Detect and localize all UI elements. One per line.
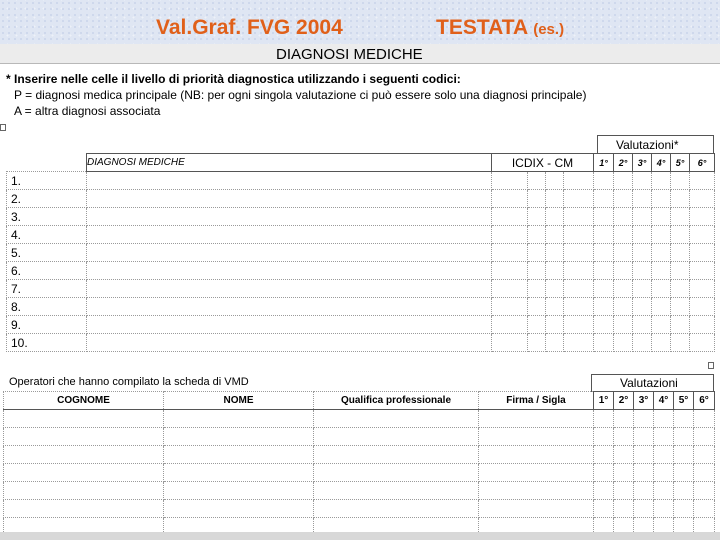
operatori-input-cell[interactable]: [594, 428, 614, 446]
operatori-input-cell[interactable]: [594, 464, 614, 482]
section-title-suffix: (es.): [533, 21, 565, 38]
icdix-cell[interactable]: [564, 208, 594, 226]
icdix-cell[interactable]: [492, 298, 528, 316]
icdix-cell[interactable]: [528, 226, 546, 244]
operatori-input-cell[interactable]: [164, 428, 314, 446]
icdix-cell[interactable]: [564, 334, 594, 352]
instruction-line-2: P = diagnosi medica principale (NB: per ogni singola valutazione ci può essere solo una diagnosi principale): [14, 88, 587, 102]
valutazione-cell[interactable]: [652, 280, 671, 298]
operatori-header-row: [4, 392, 715, 410]
diagnosi-row-number: 10.: [7, 334, 87, 352]
diagnosi-row-number: 4.: [7, 226, 87, 244]
operatori-valutazione-col-1: 1°: [594, 392, 614, 410]
diagnosi-row: [7, 226, 715, 244]
diagnosi-row-number: 9.: [7, 316, 87, 334]
icdix-cell[interactable]: [492, 262, 528, 280]
icdix-cell[interactable]: [546, 298, 564, 316]
valutazione-cell[interactable]: [633, 262, 652, 280]
diagnosi-input-cell[interactable]: [87, 262, 492, 280]
diagnosi-row: [7, 262, 715, 280]
diagnosi-input-cell[interactable]: [87, 208, 492, 226]
operatori-input-cell[interactable]: [634, 428, 654, 446]
selection-handle-left[interactable]: [0, 124, 6, 131]
valutazione-cell[interactable]: [614, 208, 633, 226]
icdix-cell[interactable]: [528, 172, 546, 190]
valutazione-cell[interactable]: [614, 334, 633, 352]
icdix-cell[interactable]: [492, 316, 528, 334]
operatori-title: Operatori che hanno compilato la scheda di VMD: [9, 376, 249, 388]
valutazione-cell[interactable]: [690, 208, 715, 226]
icdix-cell[interactable]: [564, 298, 594, 316]
valutazione-cell[interactable]: [614, 316, 633, 334]
operatori-valutazione-col-6: 6°: [694, 392, 715, 410]
operatori-input-cell[interactable]: [4, 500, 164, 518]
operatori-input-cell[interactable]: [4, 464, 164, 482]
valutazione-cell[interactable]: [652, 316, 671, 334]
operatori-input-cell[interactable]: [694, 446, 715, 464]
operatori-input-cell[interactable]: [694, 482, 715, 500]
icdix-cell[interactable]: [492, 280, 528, 298]
icdix-cell[interactable]: [528, 298, 546, 316]
valutazione-cell[interactable]: [690, 280, 715, 298]
operatori-input-cell[interactable]: [614, 410, 634, 428]
valutazione-cell[interactable]: [614, 226, 633, 244]
valutazione-cell[interactable]: [671, 262, 690, 280]
icdix-cell[interactable]: [492, 226, 528, 244]
icdix-cell[interactable]: [546, 172, 564, 190]
valutazione-col-4: 4°: [652, 154, 671, 172]
section-title-text: TESTATA: [436, 16, 528, 39]
subtitle: DIAGNOSI MEDICHE: [276, 46, 423, 63]
diagnosi-table: [6, 153, 715, 352]
operatori-input-cell[interactable]: [4, 482, 164, 500]
operatori-input-cell[interactable]: [694, 410, 715, 428]
section-title: [436, 16, 564, 40]
operatori-valutazione-col-4: 4°: [654, 392, 674, 410]
subtitle-bar: [0, 44, 720, 64]
valutazione-cell[interactable]: [633, 298, 652, 316]
diagnosi-row: [7, 208, 715, 226]
icdix-cell[interactable]: [492, 334, 528, 352]
diagnosi-row-number: 3.: [7, 208, 87, 226]
valutazione-cell[interactable]: [690, 262, 715, 280]
icdix-header: ICDIX - CM: [492, 154, 594, 172]
operatori-input-cell[interactable]: [164, 446, 314, 464]
icdix-cell[interactable]: [564, 316, 594, 334]
valutazione-cell[interactable]: [614, 280, 633, 298]
valutazione-cell[interactable]: [594, 316, 614, 334]
operatori-input-cell[interactable]: [674, 428, 694, 446]
operatori-col-1: COGNOME: [4, 392, 164, 410]
icdix-cell[interactable]: [564, 280, 594, 298]
operatori-input-cell[interactable]: [164, 500, 314, 518]
valutazioni-header-box-2: [591, 374, 714, 392]
operatori-input-cell[interactable]: [674, 446, 694, 464]
operatori-row: [4, 482, 715, 500]
selection-handle-right[interactable]: [708, 362, 714, 369]
icdix-cell[interactable]: [492, 208, 528, 226]
valutazione-cell[interactable]: [594, 334, 614, 352]
operatori-row: [4, 446, 715, 464]
operatori-row: [4, 428, 715, 446]
valutazione-cell[interactable]: [690, 298, 715, 316]
icdix-cell[interactable]: [564, 262, 594, 280]
operatori-input-cell[interactable]: [314, 500, 479, 518]
valutazione-cell[interactable]: [671, 172, 690, 190]
valutazione-cell[interactable]: [652, 190, 671, 208]
valutazione-cell[interactable]: [671, 334, 690, 352]
operatori-row: [4, 464, 715, 482]
diagnosi-row: [7, 298, 715, 316]
diagnosi-row-number: 7.: [7, 280, 87, 298]
icdix-cell[interactable]: [546, 334, 564, 352]
operatori-valutazione-col-5: 5°: [674, 392, 694, 410]
page-title: Val.Graf. FVG 2004: [156, 16, 343, 39]
operatori-row: [4, 410, 715, 428]
valutazione-col-6: 6°: [690, 154, 715, 172]
operatori-input-cell[interactable]: [4, 446, 164, 464]
diagnosi-input-cell[interactable]: [87, 334, 492, 352]
operatori-input-cell[interactable]: [694, 464, 715, 482]
diagnosi-row-number: 6.: [7, 262, 87, 280]
diagnosi-input-cell[interactable]: [87, 190, 492, 208]
icdix-cell[interactable]: [492, 172, 528, 190]
valutazione-col-3: 3°: [633, 154, 652, 172]
valutazione-cell[interactable]: [671, 190, 690, 208]
valutazione-cell[interactable]: [652, 172, 671, 190]
diagnosi-input-cell[interactable]: [87, 298, 492, 316]
valutazione-cell[interactable]: [614, 172, 633, 190]
icdix-cell[interactable]: [564, 190, 594, 208]
diagnosi-input-cell[interactable]: [87, 172, 492, 190]
valutazione-cell[interactable]: [614, 190, 633, 208]
operatori-row: [4, 500, 715, 518]
valutazione-cell[interactable]: [690, 316, 715, 334]
valutazione-cell[interactable]: [594, 244, 614, 262]
diagnosi-row: [7, 244, 715, 262]
icdix-cell[interactable]: [546, 244, 564, 262]
operatori-input-cell[interactable]: [594, 446, 614, 464]
valutazione-cell[interactable]: [690, 244, 715, 262]
valutazione-cell[interactable]: [652, 298, 671, 316]
operatori-input-cell[interactable]: [614, 464, 634, 482]
valutazione-col-1: 1°: [594, 154, 614, 172]
diagnosi-row-number: 8.: [7, 298, 87, 316]
operatori-input-cell[interactable]: [694, 428, 715, 446]
valutazione-cell[interactable]: [594, 298, 614, 316]
operatori-input-cell[interactable]: [164, 410, 314, 428]
valutazione-cell[interactable]: [690, 334, 715, 352]
icdix-cell[interactable]: [546, 226, 564, 244]
valutazione-cell[interactable]: [690, 226, 715, 244]
icdix-cell[interactable]: [564, 172, 594, 190]
operatori-input-cell[interactable]: [654, 410, 674, 428]
diagnosi-input-cell[interactable]: [87, 280, 492, 298]
operatori-input-cell[interactable]: [4, 410, 164, 428]
valutazione-cell[interactable]: [690, 172, 715, 190]
operatori-input-cell[interactable]: [4, 428, 164, 446]
valutazione-cell[interactable]: [652, 208, 671, 226]
diagnosi-row: [7, 334, 715, 352]
instruction-line-1: * Inserire nelle celle il livello di priorità diagnostica utilizzando i seguenti codici:: [6, 72, 461, 86]
operatori-input-cell[interactable]: [634, 464, 654, 482]
operatori-input-cell[interactable]: [614, 428, 634, 446]
valutazione-cell[interactable]: [633, 334, 652, 352]
bottom-strip: [0, 532, 720, 540]
operatori-input-cell[interactable]: [314, 446, 479, 464]
operatori-col-2: NOME: [164, 392, 314, 410]
valutazione-cell[interactable]: [614, 298, 633, 316]
icdix-cell[interactable]: [492, 244, 528, 262]
operatori-input-cell[interactable]: [654, 446, 674, 464]
valutazione-cell[interactable]: [652, 262, 671, 280]
valutazione-cell[interactable]: [652, 226, 671, 244]
operatori-input-cell[interactable]: [634, 482, 654, 500]
diagnosi-header-row: [7, 154, 715, 172]
diagnosi-row: [7, 280, 715, 298]
operatori-input-cell[interactable]: [479, 446, 594, 464]
icdix-cell[interactable]: [546, 190, 564, 208]
operatori-col-4: Firma / Sigla: [479, 392, 594, 410]
valutazione-cell[interactable]: [671, 316, 690, 334]
valutazione-cell[interactable]: [652, 244, 671, 262]
diagnosi-row-number: 1.: [7, 172, 87, 190]
icdix-cell[interactable]: [528, 208, 546, 226]
valutazione-cell[interactable]: [633, 244, 652, 262]
valutazione-cell[interactable]: [633, 280, 652, 298]
operatori-input-cell[interactable]: [479, 500, 594, 518]
valutazione-cell[interactable]: [671, 280, 690, 298]
icdix-cell[interactable]: [564, 226, 594, 244]
icdix-cell[interactable]: [546, 208, 564, 226]
valutazione-cell[interactable]: [690, 190, 715, 208]
operatori-col-3: Qualifica professionale: [314, 392, 479, 410]
valutazione-cell[interactable]: [633, 226, 652, 244]
icdix-cell[interactable]: [546, 262, 564, 280]
valutazione-cell[interactable]: [633, 172, 652, 190]
icdix-cell[interactable]: [546, 316, 564, 334]
valutazione-cell[interactable]: [671, 244, 690, 262]
diagnosi-row-number: 2.: [7, 190, 87, 208]
operatori-input-cell[interactable]: [674, 410, 694, 428]
operatori-input-cell[interactable]: [634, 500, 654, 518]
valutazione-cell[interactable]: [633, 190, 652, 208]
operatori-input-cell[interactable]: [634, 446, 654, 464]
icdix-cell[interactable]: [564, 244, 594, 262]
operatori-input-cell[interactable]: [594, 410, 614, 428]
operatori-input-cell[interactable]: [694, 500, 715, 518]
operatori-input-cell[interactable]: [614, 482, 634, 500]
operatori-valutazione-col-2: 2°: [614, 392, 634, 410]
valutazione-cell[interactable]: [671, 298, 690, 316]
icdix-cell[interactable]: [528, 334, 546, 352]
valutazione-cell[interactable]: [671, 226, 690, 244]
diagnosi-row: [7, 190, 715, 208]
valutazione-cell[interactable]: [594, 208, 614, 226]
icdix-cell[interactable]: [528, 190, 546, 208]
operatori-input-cell[interactable]: [654, 464, 674, 482]
operatori-input-cell[interactable]: [164, 482, 314, 500]
icdix-cell[interactable]: [528, 262, 546, 280]
valutazione-cell[interactable]: [594, 262, 614, 280]
operatori-input-cell[interactable]: [479, 482, 594, 500]
operatori-input-cell[interactable]: [314, 428, 479, 446]
valutazioni-header-box: [597, 135, 714, 154]
icdix-cell[interactable]: [492, 190, 528, 208]
operatori-input-cell[interactable]: [594, 500, 614, 518]
icdix-cell[interactable]: [546, 280, 564, 298]
diagnosi-row-number: 5.: [7, 244, 87, 262]
icdix-cell[interactable]: [528, 244, 546, 262]
icdix-cell[interactable]: [528, 316, 546, 334]
valutazioni-label: Valutazioni*: [616, 138, 679, 152]
operatori-input-cell[interactable]: [614, 446, 634, 464]
operatori-input-cell[interactable]: [314, 482, 479, 500]
operatori-input-cell[interactable]: [164, 464, 314, 482]
valutazione-cell[interactable]: [594, 280, 614, 298]
operatori-input-cell[interactable]: [479, 410, 594, 428]
diagnosi-input-cell[interactable]: [87, 316, 492, 334]
operatori-input-cell[interactable]: [314, 464, 479, 482]
operatori-input-cell[interactable]: [674, 500, 694, 518]
operatori-input-cell[interactable]: [594, 482, 614, 500]
valutazione-cell[interactable]: [614, 262, 633, 280]
diagnosi-input-cell[interactable]: [87, 244, 492, 262]
operatori-input-cell[interactable]: [674, 464, 694, 482]
operatori-input-cell[interactable]: [654, 482, 674, 500]
valutazione-col-5: 5°: [671, 154, 690, 172]
diagnosi-row: [7, 172, 715, 190]
valutazione-cell[interactable]: [652, 334, 671, 352]
operatori-input-cell[interactable]: [479, 428, 594, 446]
valutazioni-label-2: Valutazioni: [620, 376, 678, 390]
valutazione-cell[interactable]: [594, 226, 614, 244]
operatori-table: [3, 391, 715, 536]
valutazione-cell[interactable]: [614, 244, 633, 262]
operatori-input-cell[interactable]: [634, 410, 654, 428]
operatori-input-cell[interactable]: [674, 482, 694, 500]
valutazione-cell[interactable]: [671, 208, 690, 226]
operatori-input-cell[interactable]: [314, 410, 479, 428]
diagnosi-row: [7, 316, 715, 334]
diagnosi-header: DIAGNOSI MEDICHE: [87, 154, 492, 172]
valutazione-cell[interactable]: [633, 208, 652, 226]
operatori-input-cell[interactable]: [614, 500, 634, 518]
instruction-line-3: A = altra diagnosi associata: [14, 104, 161, 118]
diagnosi-input-cell[interactable]: [87, 226, 492, 244]
title-banner: [0, 0, 720, 48]
operatori-input-cell[interactable]: [654, 500, 674, 518]
valutazione-col-2: 2°: [614, 154, 633, 172]
valutazione-cell[interactable]: [633, 316, 652, 334]
valutazione-cell[interactable]: [594, 190, 614, 208]
icdix-cell[interactable]: [528, 280, 546, 298]
operatori-valutazione-col-3: 3°: [634, 392, 654, 410]
operatori-input-cell[interactable]: [479, 464, 594, 482]
operatori-input-cell[interactable]: [654, 428, 674, 446]
valutazione-cell[interactable]: [594, 172, 614, 190]
